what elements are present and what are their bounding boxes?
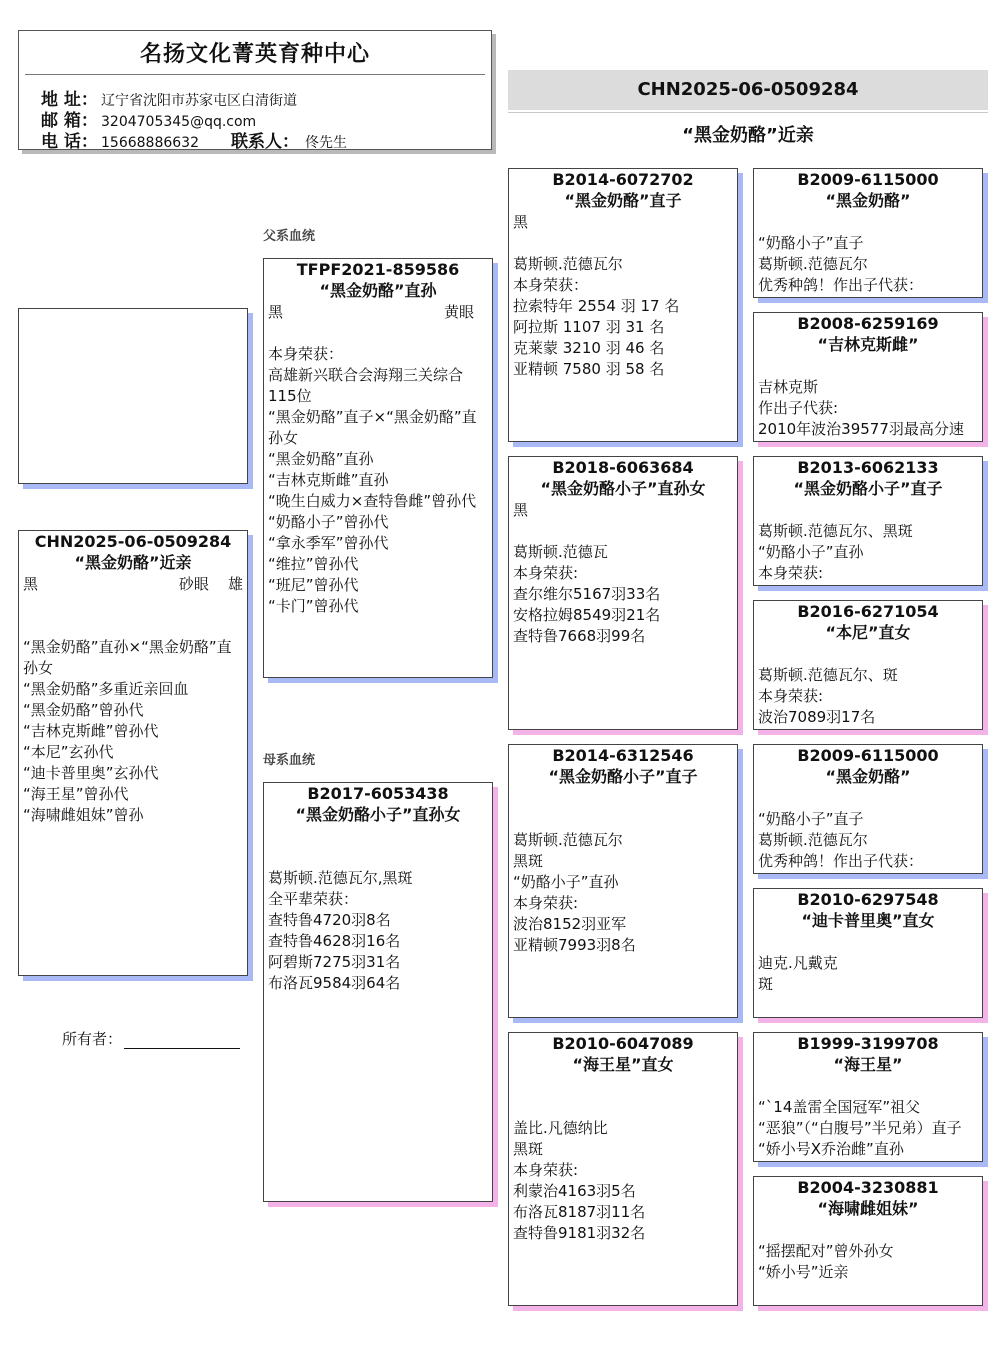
ds-line: 葛斯顿.范德瓦尔: [513, 831, 623, 849]
dss-line: 葛斯顿.范德瓦尔: [758, 831, 868, 849]
dss-ring: B2009-6115000: [797, 746, 939, 765]
header-divider: [25, 74, 485, 75]
subject-line: “吉林克斯雌”曾孙代: [23, 722, 159, 740]
sire-line: “拿永季军”曾孙代: [268, 534, 389, 552]
sss-line: “奶酪小子”直子: [758, 234, 864, 252]
ssd-ring: B2008-6259169: [797, 314, 939, 333]
ss-line: 葛斯顿.范德瓦尔: [513, 255, 623, 273]
sire-line: “奶酪小子”曾孙代: [268, 513, 389, 531]
ggp-ddd-card: [753, 1176, 983, 1306]
sire-line: 本身荣获：: [268, 345, 344, 363]
grandsire-dam-card: [508, 744, 738, 1018]
dam-line: [268, 826, 488, 847]
main-subtitle: “黑金奶酪”近亲: [682, 125, 814, 146]
dss-line: 优秀种鸽！作出子代获：: [758, 852, 924, 870]
photo-placeholder: [18, 308, 248, 484]
dam-line: 阿碧斯7275羽31名: [268, 953, 401, 971]
ss-line: 阿拉斯 1107 羽 31 名: [513, 318, 665, 336]
dam-name: “黑金奶酪小子”直孙女: [295, 805, 461, 824]
ds-line: [513, 788, 733, 809]
dd-line: [513, 1076, 733, 1097]
dd-line: [513, 1097, 733, 1118]
phone-row: [41, 127, 199, 152]
contact-row: [231, 127, 347, 152]
dd-line: 本身荣获:: [513, 1161, 579, 1179]
sdd-line: 本身荣获:: [758, 687, 824, 705]
sd-line: 黑: [513, 501, 529, 519]
main-divider: [508, 112, 988, 113]
dam-line: 查特鲁4720羽8名: [268, 911, 391, 929]
subject-line: “海啸雌姐妹”曾孙: [23, 806, 144, 824]
subject-color: 黑: [23, 575, 39, 593]
subject-line: “迪卡普里奥”玄孙代: [23, 764, 159, 782]
sds-line: 本身荣获:: [758, 564, 824, 582]
ss-line: 黑: [513, 213, 529, 231]
sd-line: 查尔维尔5167羽33名: [513, 585, 661, 603]
granddam-dam-card: [508, 1032, 738, 1306]
ss-ring: B2014-6072702: [552, 170, 694, 189]
ds-line: 波治8152羽亚军: [513, 915, 627, 933]
sdd-name: “本尼”直女: [825, 623, 911, 642]
subject-name: “黑金奶酪”近亲: [74, 553, 192, 572]
dam-line: 葛斯顿.范德瓦尔,黑斑: [268, 869, 413, 887]
ss-line: 拉索特年 2554 羽 17 名: [513, 297, 680, 315]
subject-line: “本尼”玄孙代: [23, 743, 114, 761]
dds-line: “`14盖雷全国冠军”祖父: [758, 1098, 921, 1116]
sire-color: 黑: [268, 303, 284, 321]
sire-line: 高雄新兴联合会海翔三关综合115位: [268, 366, 464, 405]
ds-line: 亚精顿7993羽8名: [513, 936, 636, 954]
sss-ring: B2009-6115000: [797, 170, 939, 189]
sdd-line: 波治7089羽17名: [758, 708, 876, 726]
ddd-line: “娇小号”近亲: [758, 1263, 849, 1281]
ss-line: 亚精顿 7580 羽 58 名: [513, 360, 665, 378]
dd-line: 利蒙治4163羽5名: [513, 1182, 636, 1200]
email-label: 邮 箱：: [41, 111, 98, 131]
grandsire-sire-card: [508, 168, 738, 442]
ddd-line: [758, 1220, 978, 1241]
ggp-dsd-card: [753, 888, 983, 1018]
ss-line: 本身荣获：: [513, 276, 589, 294]
sd-line: 查特鲁7668羽99名: [513, 627, 646, 645]
owner-blank: [124, 1033, 240, 1049]
sds-line: “奶酪小子”直孙: [758, 543, 864, 561]
subject-line: “黑金奶酪”多重近亲回血: [23, 680, 189, 698]
sire-line: “黑金奶酪”直子×“黑金奶酪”直孙女: [268, 408, 477, 447]
sds-name: “黑金奶酪小子”直子: [793, 479, 943, 498]
dd-ring: B2010-6047089: [552, 1034, 694, 1053]
main-ring-number: CHN2025-06-0509284: [508, 70, 988, 110]
breeder-header-card: [18, 30, 492, 150]
subject-eye: 砂眼: [178, 575, 209, 593]
dd-line: 黑斑: [513, 1140, 544, 1158]
ggp-ssd-card: [753, 312, 983, 442]
dsd-line: 迪克.凡戴克: [758, 954, 838, 972]
sire-line: “晚生白威力×查特鲁雌”曾孙代: [268, 492, 477, 510]
dd-line: 查特鲁9181羽32名: [513, 1224, 646, 1242]
sire-line: “卡门”曾孙代: [268, 597, 359, 615]
dd-line: 盖比.凡德纳比: [513, 1119, 608, 1137]
sds-line: [758, 500, 978, 521]
dds-line: [758, 1076, 978, 1097]
owner-field: [62, 1028, 240, 1049]
dam-line: 布洛瓦9584羽64名: [268, 974, 401, 992]
ds-ring: B2014-6312546: [552, 746, 694, 765]
dss-name: “黑金奶酪”: [825, 767, 911, 786]
sds-ring: B2013-6062133: [797, 458, 939, 477]
sdd-line: 葛斯顿.范德瓦尔、斑: [758, 666, 898, 684]
sire-ring: TFPF2021-859586: [296, 260, 460, 279]
ds-line: “奶酪小子”直孙: [513, 873, 619, 891]
dam-line: 查特鲁4628羽16名: [268, 932, 401, 950]
sss-line: [758, 212, 978, 233]
email-value: 3204705345@qq.com: [101, 114, 257, 130]
sss-line: 葛斯顿.范德瓦尔: [758, 255, 868, 273]
sd-line: [513, 521, 733, 542]
subject-line: [23, 616, 243, 637]
dds-name: “海王星”: [833, 1055, 903, 1074]
ssd-line: 吉林克斯: [758, 378, 819, 396]
dam-ring: B2017-6053438: [307, 784, 449, 803]
dam-line-label: 母系血统: [263, 753, 316, 768]
dss-line: [758, 788, 978, 809]
subject-card: [18, 530, 248, 976]
sd-line: 本身荣获:: [513, 564, 579, 582]
ssd-line: 2010年波治39577羽最高分速: [758, 420, 964, 438]
subject-ring: CHN2025-06-0509284: [34, 532, 232, 551]
sire-line: “吉林克斯雌”直孙: [268, 471, 389, 489]
ggp-sss-card: [753, 168, 983, 298]
subject-traits: [23, 574, 243, 595]
sire-line: “维拉”曾孙代: [268, 555, 359, 573]
address-value: 辽宁省沈阳市苏家屯区白清街道: [101, 93, 297, 109]
dsd-line: 斑: [758, 975, 774, 993]
sdd-ring: B2016-6271054: [797, 602, 939, 621]
breeder-title: 名扬文化菁英育种中心: [139, 42, 370, 67]
sss-line: 优秀种鸽！作出子代获：: [758, 276, 924, 294]
sire-name: “黑金奶酪”直孙: [319, 281, 437, 300]
ggp-sds-card: [753, 456, 983, 586]
dsd-name: “迪卡普里奥”直女: [801, 911, 935, 930]
dsd-line: [758, 932, 978, 953]
phone-value: 15668886632: [101, 135, 199, 151]
ggp-dds-card: [753, 1032, 983, 1162]
dsd-ring: B2010-6297548: [797, 890, 939, 909]
contact-label: 联系人：: [231, 132, 299, 152]
ddd-name: “海啸雌姐妹”: [817, 1199, 919, 1218]
phone-label: 电 话：: [41, 132, 98, 152]
sire-traits: [268, 302, 488, 323]
subject-line: “黑金奶酪”曾孙代: [23, 701, 144, 719]
dam-line: [268, 847, 488, 868]
dds-line: “恶狼”（“白腹号”半兄弟）直子: [758, 1119, 962, 1137]
dds-ring: B1999-3199708: [797, 1034, 939, 1053]
ssd-line: [758, 356, 978, 377]
sd-name: “黑金奶酪小子”直孙女: [540, 479, 706, 498]
ddd-line: “摇摆配对”曾外孙女: [758, 1242, 894, 1260]
subject-line: “海王星”曾孙代: [23, 785, 129, 803]
dds-line: “娇小号X乔治雌”直孙: [758, 1140, 904, 1158]
sire-line: [268, 323, 488, 344]
sire-eye: 黄眼: [443, 303, 474, 321]
ssd-name: “吉林克斯雌”: [817, 335, 919, 354]
sdd-line: [758, 644, 978, 665]
sire-line-label: 父系血统: [263, 229, 316, 244]
dam-card: [263, 782, 493, 1202]
ds-name: “黑金奶酪小子”直子: [548, 767, 698, 786]
dd-name: “海王星”直女: [572, 1055, 674, 1074]
dam-line: 全平辈荣获：: [268, 890, 359, 908]
ss-line: [513, 233, 733, 254]
sds-line: 葛斯顿.范德瓦尔、黑斑: [758, 522, 913, 540]
subject-line: [23, 595, 243, 616]
sd-ring: B2018-6063684: [552, 458, 694, 477]
sss-name: “黑金奶酪”: [825, 191, 911, 210]
granddam-sire-card: [508, 456, 738, 730]
ds-line: 黑斑: [513, 852, 544, 870]
ssd-line: 作出子代获:: [758, 399, 839, 417]
ddd-ring: B2004-3230881: [797, 1178, 939, 1197]
sire-line: “班尼”曾孙代: [268, 576, 359, 594]
ggp-dss-card: [753, 744, 983, 874]
sd-line: 葛斯顿.范德瓦: [513, 543, 608, 561]
dd-line: 布洛瓦8187羽11名: [513, 1203, 646, 1221]
sire-card: [263, 258, 493, 678]
dss-line: “奶酪小子”直子: [758, 810, 864, 828]
subject-line: “黑金奶酪”直孙×“黑金奶酪”直孙女: [23, 638, 232, 677]
sd-line: 安格拉姆8549羽21名: [513, 606, 661, 624]
contact-value: 佟先生: [305, 135, 347, 151]
ds-line: [513, 809, 733, 830]
subject-sex: 雄: [227, 575, 243, 593]
owner-label: 所有者：: [62, 1030, 123, 1048]
ss-line: 克莱蒙 3210 羽 46 名: [513, 339, 665, 357]
ds-line: 本身荣获:: [513, 894, 579, 912]
ss-name: “黑金奶酪”直子: [564, 191, 682, 210]
sire-line: “黑金奶酪”直孙: [268, 450, 374, 468]
address-label: 地 址：: [41, 90, 98, 110]
ggp-sdd-card: [753, 600, 983, 730]
